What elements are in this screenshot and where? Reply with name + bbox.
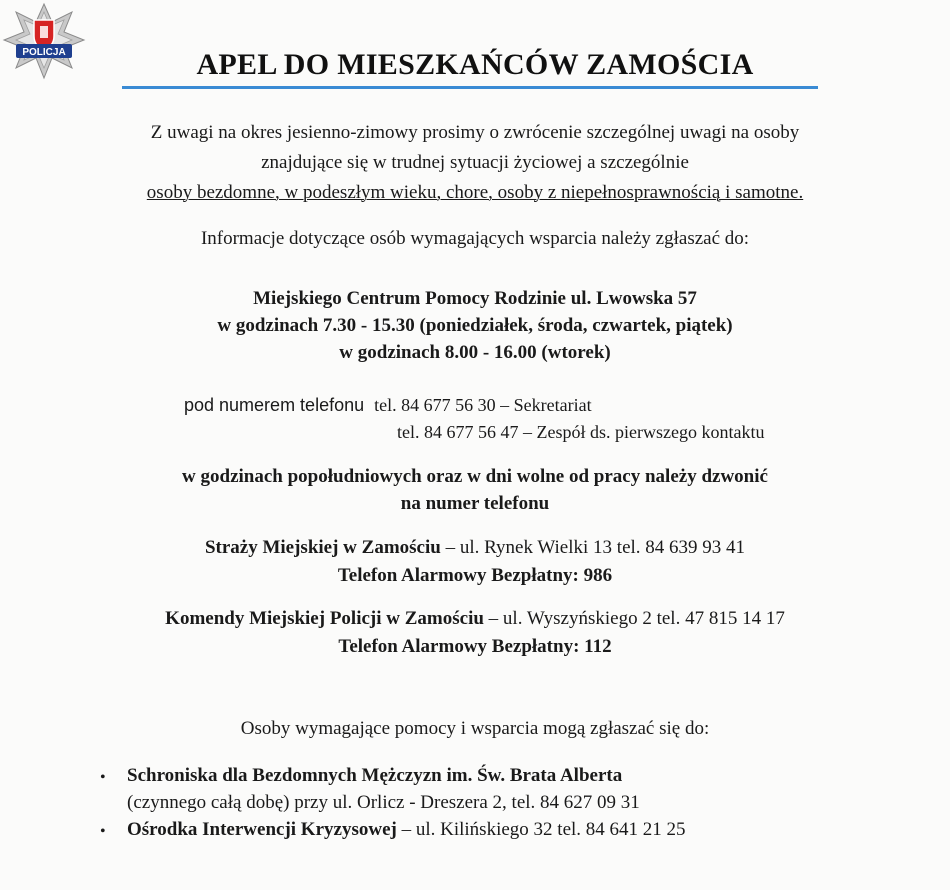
page-title: APEL DO MIESZKAŃCÓW ZAMOŚCIA	[196, 48, 754, 81]
afternoon-line-1: w godzinach popołudniowych oraz w dni wolne od pracy należy dzwonić	[182, 466, 768, 487]
list-item-2-name: Ośrodka Interwencji Kryzysowej	[127, 819, 397, 840]
bullet-icon: •	[100, 823, 106, 840]
afternoon-notice	[0, 463, 950, 517]
intro-line-3: osoby bezdomne, w podeszłym wieku, chore, osoby z niepełnosprawnością i samotne.	[146, 182, 804, 203]
policja-block	[0, 605, 950, 661]
policja-details: – ul. Wyszyńskiego 2 tel. 47 815 14 17	[483, 608, 785, 629]
osoby-line: Osoby wymagające pomocy i wsparcia mogą zgłaszać się do:	[240, 718, 710, 739]
list-item-1-name: Schroniska dla Bezdomnych Mężczyzn im. Św. Brata Alberta	[127, 765, 623, 786]
list-item-2-details: – ul. Kilińskiego 32 tel. 84 641 21 25	[396, 819, 686, 840]
straz-name: Straży Miejskiej w Zamościu	[204, 537, 441, 558]
phone-contact-team: tel. 84 677 56 47 – Zespół ds. pierwszego kontaktu	[397, 422, 765, 442]
phones-row-1	[184, 392, 592, 419]
straz-block	[0, 534, 950, 590]
info-line: Informacje dotyczące osób wymagających wsparcia należy zgłaszać do:	[200, 228, 750, 249]
policja-contact	[0, 605, 950, 633]
logo-label: POLICJA	[22, 47, 66, 58]
straz-contact	[0, 534, 950, 562]
straz-details: – ul. Rynek Wielki 13 tel. 84 639 93 41	[440, 537, 746, 558]
policja-name: Komendy Miejskiej Policji w Zamościu	[165, 608, 484, 629]
phone-secretariat: tel. 84 677 56 30 – Sekretariat	[374, 395, 592, 415]
intro-line-1: Z uwagi na okres jesienno-zimowy prosimy o zwrócenie szczególnej uwagi na osoby	[150, 122, 800, 143]
straz-alarm: Telefon Alarmowy Bezpłatny: 986	[337, 565, 613, 586]
title-underline	[122, 86, 818, 89]
list-item-1-details: (czynnego całą dobę) przy ul. Orlicz - Dreszera 2, tel. 84 627 09 31	[127, 792, 640, 813]
mcpr-address: Miejskiego Centrum Pomocy Rodzinie ul. Lwowska 57	[253, 288, 697, 309]
mcpr-block	[0, 285, 950, 366]
policja-alarm: Telefon Alarmowy Bezpłatny: 112	[338, 636, 612, 657]
bullet-icon: •	[100, 769, 106, 786]
mcpr-hours-1: w godzinach 7.30 - 15.30 (poniedziałek, środa, czwartek, piątek)	[217, 315, 733, 336]
list-item-2	[127, 817, 686, 843]
mcpr-hours-2: w godzinach 8.00 - 16.00 (wtorek)	[339, 342, 611, 363]
intro-line-2: znajdujące się w trudnej sytuacji życiowej a szczególnie	[261, 152, 689, 173]
afternoon-line-2: na numer telefonu	[400, 493, 550, 514]
phones-prefix: pod numerem telefonu	[184, 395, 365, 415]
intro-paragraph	[0, 118, 950, 208]
